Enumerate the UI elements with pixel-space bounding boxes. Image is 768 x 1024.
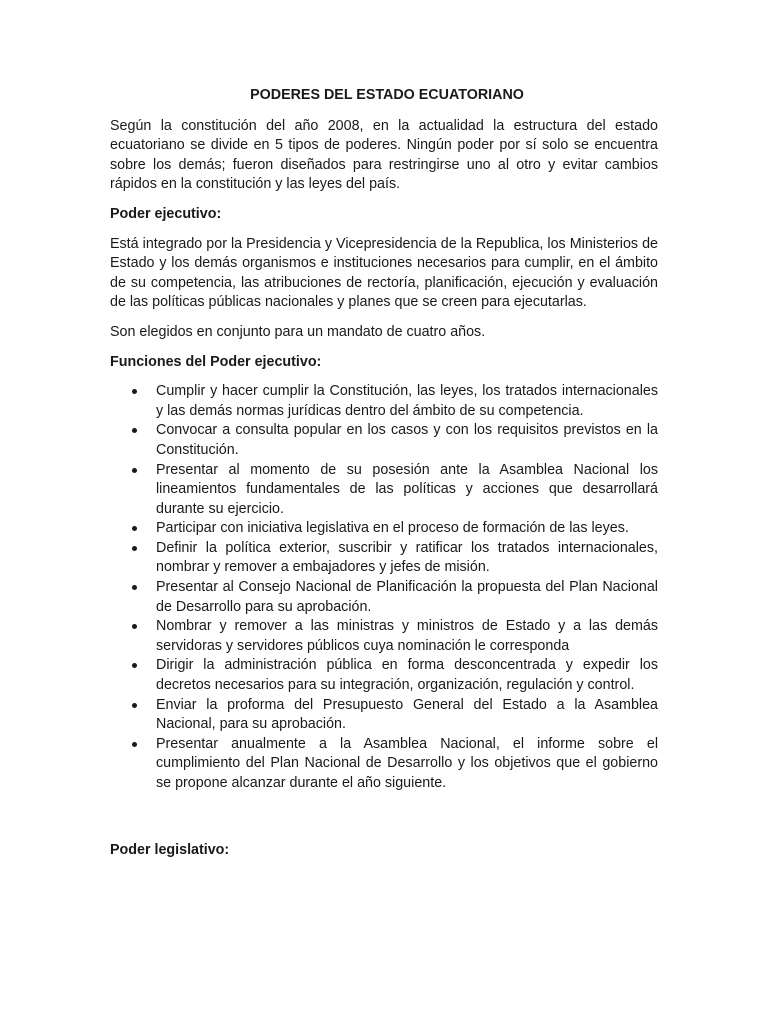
list-item-text: Presentar al momento de su posesión ante la Asamblea Nacional los lineamientos fundamentales de las políticas y acciones que desarrollará durante su ejercicio. xyxy=(156,461,658,517)
bullet-icon xyxy=(132,742,137,747)
list-item xyxy=(110,578,658,617)
document-title: PODERES DEL ESTADO ECUATORIANO xyxy=(250,87,524,103)
bullet-icon xyxy=(132,624,137,629)
bullet-icon xyxy=(132,428,137,433)
list-item-text: Presentar al Consejo Nacional de Planificación la propuesta del Plan Nacional de Desarrollo para su aprobación. xyxy=(156,579,658,615)
list-item-text: Convocar a consulta popular en los casos y con los requisitos previstos en la Constitución. xyxy=(156,422,658,458)
list-item-text: Enviar la proforma del Presupuesto General del Estado a la Asamblea Nacional, para su aprobación. xyxy=(156,696,658,733)
list-item xyxy=(110,656,658,695)
list-item xyxy=(110,735,658,794)
bullet-icon xyxy=(132,585,137,590)
section-heading-legislativo: Poder legislativo: xyxy=(110,841,230,858)
intro-paragraph: Según la constitución del año 2008, en la actualidad la estructura del estado ecuatoriano se divide en 5 tipos de poderes. Ningún poder por sí solo se encuentra sobre los demás; fueron diseñados para restringirse uno al otro y evitar cambios rápidos en la constitución y las leyes del país. xyxy=(110,117,658,193)
list-item-text: Participar con iniciativa legislativa en el proceso de formación de las leyes. xyxy=(156,520,629,537)
bullet-icon xyxy=(132,703,137,708)
funciones-list xyxy=(110,382,658,793)
list-item-text: Dirigir la administración pública en forma desconcentrada y expedir los decretos necesarios para su integración, organización, regulación y control. xyxy=(156,657,658,694)
section-spacer xyxy=(110,794,658,841)
list-item xyxy=(110,382,658,421)
ejecutivo-mandate-paragraph: Son elegidos en conjunto para un mandato de cuatro años. xyxy=(110,323,486,340)
bullet-icon xyxy=(132,389,137,394)
list-item xyxy=(110,696,658,735)
document-page xyxy=(110,86,658,870)
bullet-icon xyxy=(132,546,137,551)
list-item xyxy=(110,461,658,520)
ejecutivo-paragraph: Está integrado por la Presidencia y Vicepresidencia de la Republica, los Ministerios de Estado y los demás organismos e instituciones necesarios para cumplir, en el ámbito de su competencia, las atribuciones de rectoría, planificación, ejecución y evaluación de las políticas públicas nacionales y planes que se creen para ejecutarlas. xyxy=(110,235,658,311)
list-item xyxy=(110,519,658,539)
bullet-icon xyxy=(132,468,137,473)
list-item-text: Nombrar y remover a las ministras y ministros de Estado y a las demás servidoras y servidores públicos cuya nominación le corresponda xyxy=(156,618,658,654)
list-item-text: Presentar anualmente a la Asamblea Nacional, el informe sobre el cumplimiento del Plan Nacional de Desarrollo y los objetivos que el gobierno se propone alcanzar durante el año siguiente. xyxy=(156,735,658,791)
bullet-icon xyxy=(132,663,137,668)
section-heading-ejecutivo: Poder ejecutivo: xyxy=(110,205,222,222)
list-item xyxy=(110,617,658,656)
list-item-text: Cumplir y hacer cumplir la Constitución, las leyes, los tratados internacionales y las demás normas jurídicas dentro del ámbito de su competencia. xyxy=(156,383,658,419)
section-heading-funciones: Funciones del Poder ejecutivo: xyxy=(110,353,322,370)
list-item xyxy=(110,421,658,460)
list-item-text: Definir la política exterior, suscribir y ratificar los tratados internacionales, nombrar y remover a embajadores y jefes de misión. xyxy=(156,539,658,576)
bullet-icon xyxy=(132,526,137,531)
list-item xyxy=(110,539,658,578)
